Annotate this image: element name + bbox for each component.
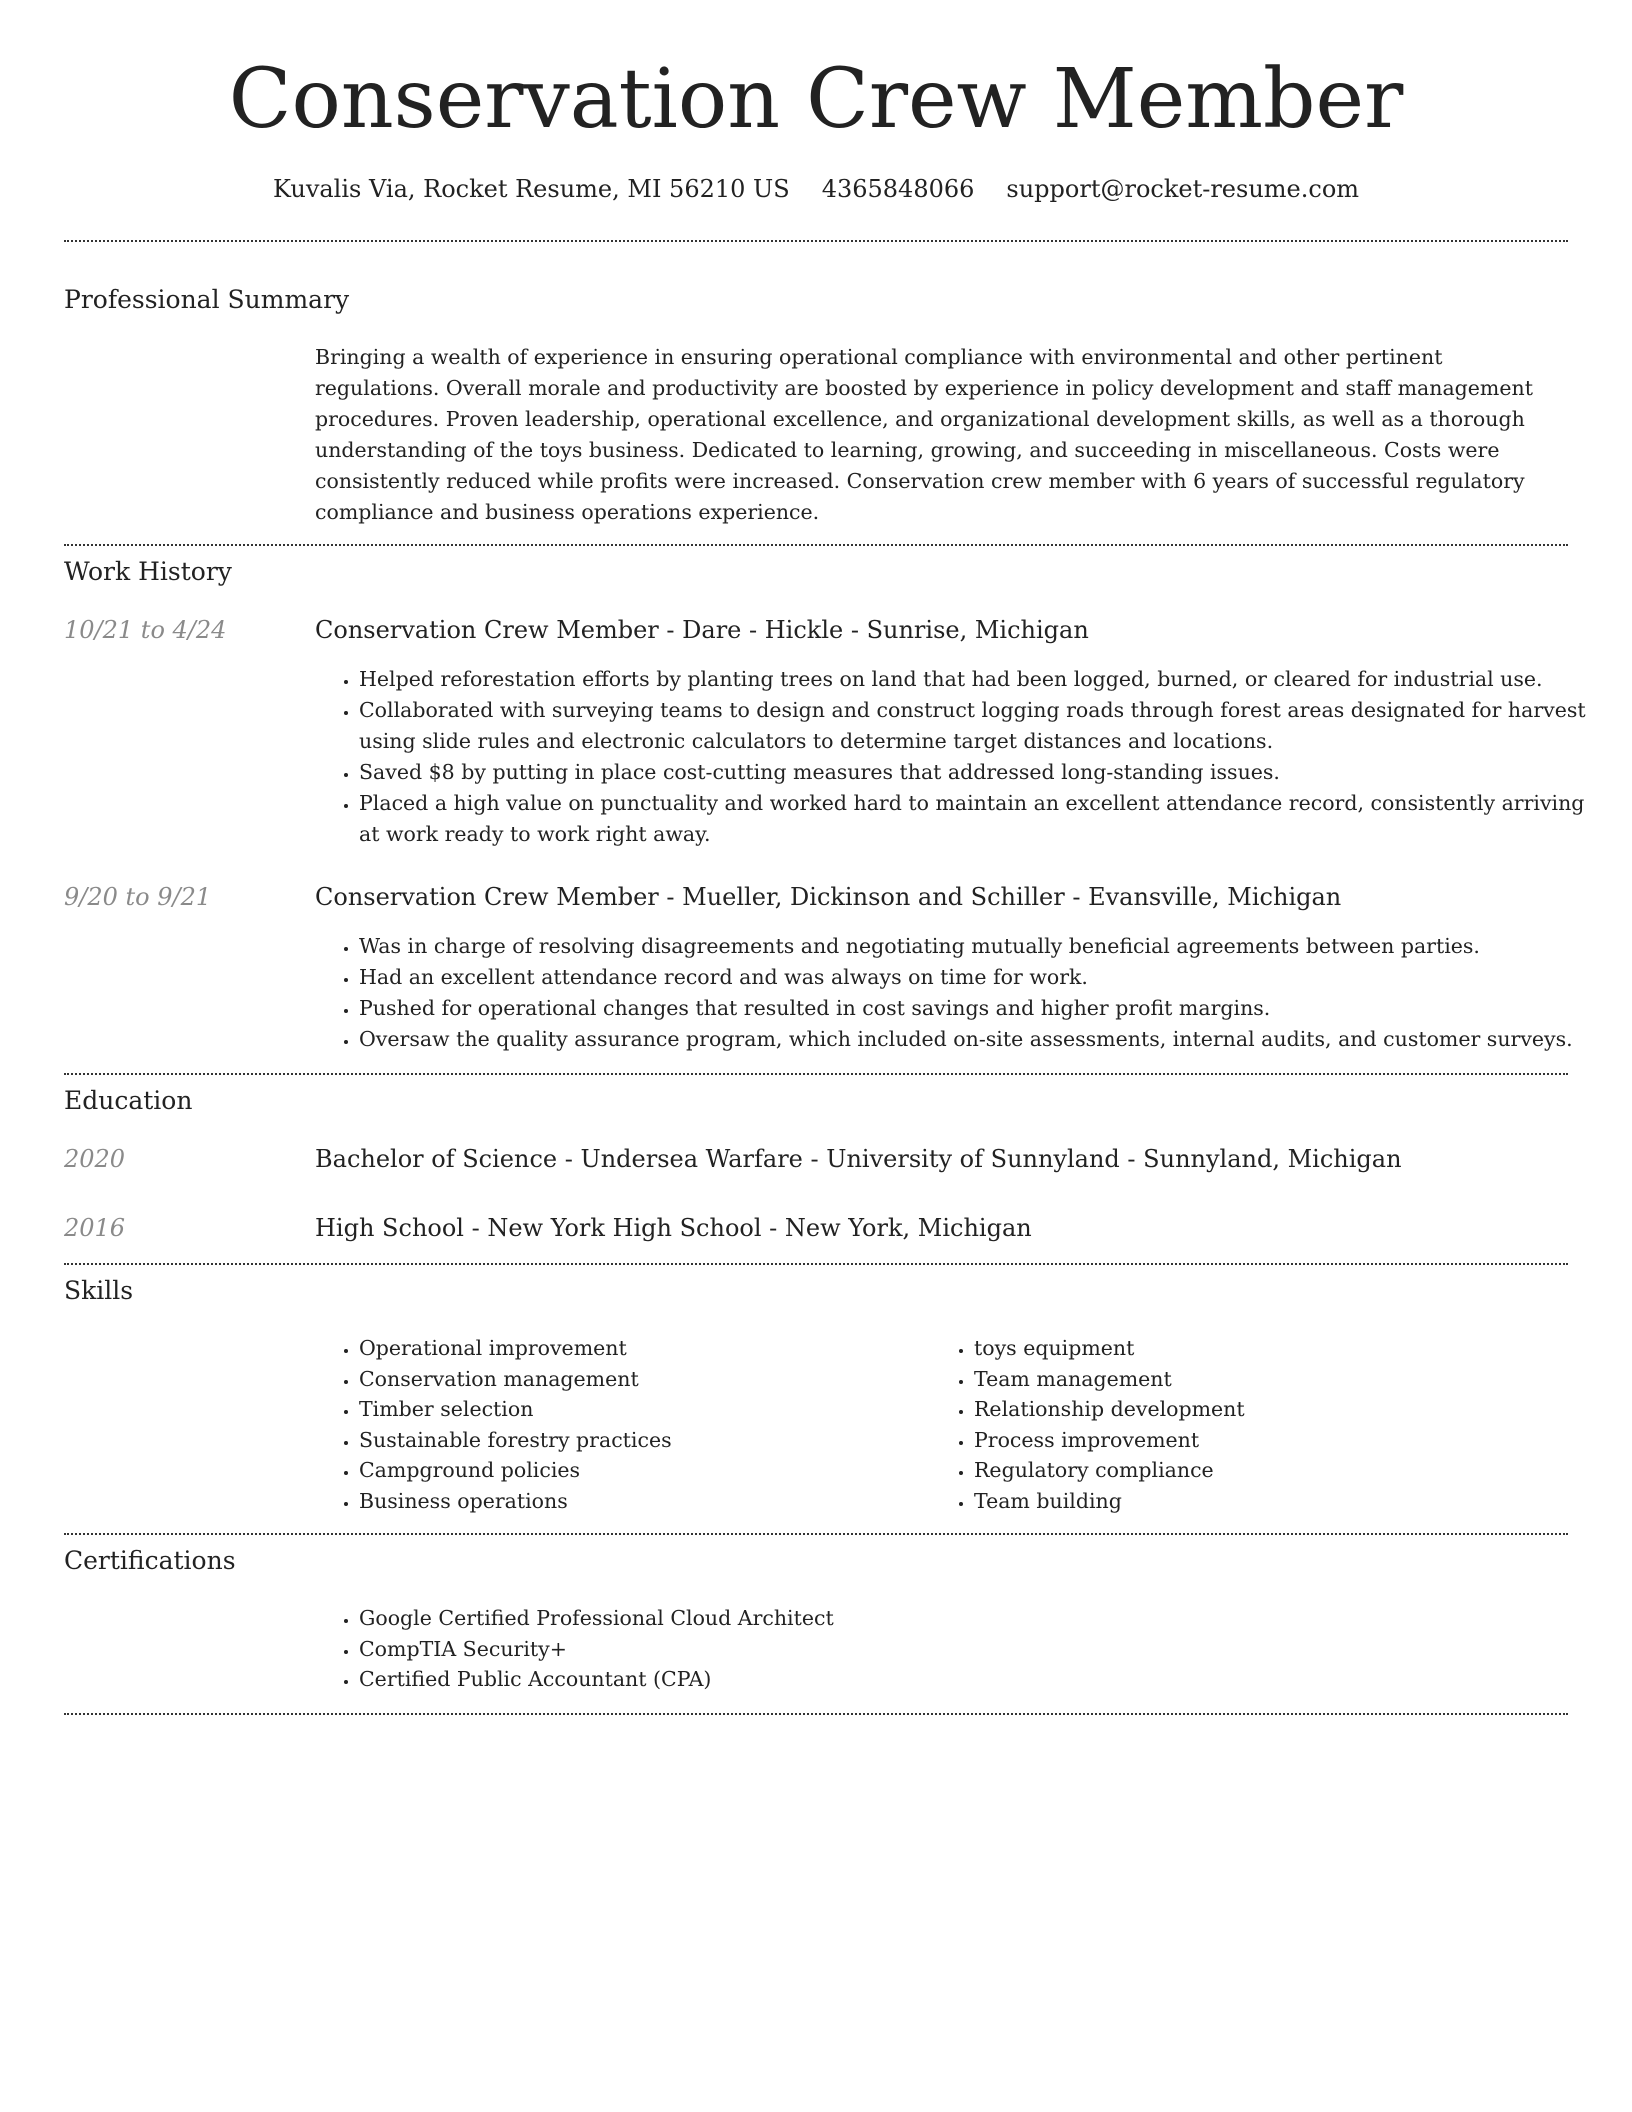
skill-item: • Business operations [359, 1486, 919, 1517]
job-employer-location: - Mueller, Dickinson and Schiller - Evansville, Michigan [658, 883, 1342, 911]
job-heading [315, 880, 1565, 914]
skills-list-right [930, 1333, 1574, 1516]
education-year: 2020 [64, 1145, 126, 1173]
contact-line [0, 172, 1632, 206]
job-dates: 9/20 to 9/21 [64, 883, 212, 911]
skill-item: • Timber selection [359, 1394, 919, 1425]
job-bullet: • Collaborated with surveying teams to design and construct logging roads through forest areas designated for harvest using slide rules and electronic calculators to determine target distances and locations. [359, 695, 1604, 757]
education-degree: Bachelor of Science - Undersea Warfare [315, 1145, 803, 1173]
divider [64, 1713, 1568, 1715]
skill-item: • Operational improvement [359, 1333, 919, 1364]
section-title-education: Education [64, 1086, 193, 1115]
job-bullet: • Helped reforestation efforts by planting trees on land that had been logged, burned, or cleared for industrial use. [359, 664, 1604, 695]
education-school-location: - University of Sunnyland - Sunnyland, Michigan [802, 1145, 1402, 1173]
certification-item: • Google Certified Professional Cloud Architect [359, 1603, 1259, 1634]
contact-address: Kuvalis Via, Rocket Resume, MI 56210 US [272, 175, 790, 203]
certification-item: • Certified Public Accountant (CPA) [359, 1664, 1259, 1695]
job-bullet: • Pushed for operational changes that resulted in cost savings and higher profit margins. [359, 993, 1604, 1024]
job-bullet-list [315, 931, 1604, 1055]
divider [64, 240, 1568, 242]
job-dates: 10/21 to 4/24 [64, 616, 227, 644]
section-title-summary: Professional Summary [64, 285, 350, 314]
job-bullet: • Oversaw the quality assurance program, which included on-site assessments, internal audits, and customer surveys. [359, 1024, 1604, 1055]
education-school-location: - New York High School - New York, Michigan [463, 1214, 1032, 1242]
job-title: Conservation Crew Member [315, 883, 659, 911]
skill-item: • Relationship development [974, 1394, 1574, 1425]
job-employer-location: - Dare - Hickle - Sunrise, Michigan [658, 616, 1089, 644]
skill-item: • Team management [974, 1364, 1574, 1395]
divider [64, 1073, 1568, 1075]
divider [64, 1533, 1568, 1535]
section-title-work-history: Work History [64, 557, 232, 586]
section-title-skills: Skills [64, 1276, 134, 1305]
section-title-certifications: Certifications [64, 1546, 236, 1575]
job-title: Conservation Crew Member [315, 616, 659, 644]
summary-text: Bringing a wealth of experience in ensuring operational compliance with environmental and other pertinent regulations. Overall morale and productivity are boosted by experience in policy development and staff management procedures. Proven leadership, operational excellence, and organizational development skills, as well as a thorough understanding of the toys business. Dedicated to learning, growing, and succeeding in miscellaneous. Costs were consistently reduced while profits were increased. Conservation crew member with 6 years of successful regulatory compliance and business operations experience. [315, 345, 1533, 524]
skills-list-left [315, 1333, 919, 1516]
contact-phone: 4365848066 [821, 175, 975, 203]
job-bullet: • Was in charge of resolving disagreements and negotiating mutually beneficial agreements between parties. [359, 931, 1604, 962]
job-bullet: • Saved $8 by putting in place cost-cutting measures that addressed long-standing issues. [359, 757, 1604, 788]
skill-item: • Regulatory compliance [974, 1455, 1574, 1486]
job-bullet: • Had an excellent attendance record and was always on time for work. [359, 962, 1604, 993]
contact-email: support@rocket-resume.com [1006, 175, 1360, 203]
skill-item: • Sustainable forestry practices [359, 1425, 919, 1456]
certifications-list [315, 1603, 1259, 1695]
job-bullet-list [315, 664, 1604, 850]
skill-item: • Campground policies [359, 1455, 919, 1486]
certification-item: • CompTIA Security+ [359, 1634, 1259, 1665]
skill-item: • Conservation management [359, 1364, 919, 1395]
education-year: 2016 [64, 1214, 126, 1242]
job-heading [315, 613, 1565, 647]
divider [64, 544, 1568, 546]
education-entry [315, 1211, 1565, 1245]
education-entry [315, 1142, 1565, 1176]
skill-item: • Process improvement [974, 1425, 1574, 1456]
skill-item: • Team building [974, 1486, 1574, 1517]
skill-item: • toys equipment [974, 1333, 1574, 1364]
education-degree: High School [315, 1214, 464, 1242]
divider [64, 1263, 1568, 1265]
job-bullet: • Placed a high value on punctuality and worked hard to maintain an excellent attendance record, consistently arriving at work ready to work right away. [359, 788, 1604, 850]
candidate-name: Conservation Crew Member [228, 52, 1404, 147]
